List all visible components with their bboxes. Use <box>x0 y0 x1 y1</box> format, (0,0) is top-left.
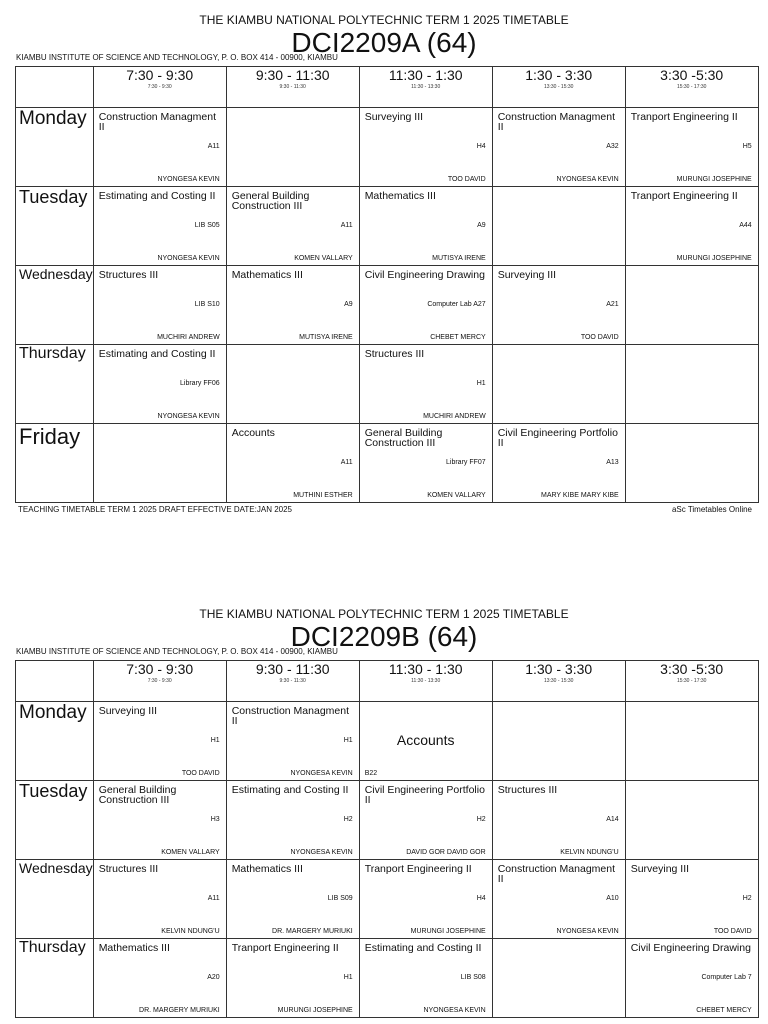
slot-header: 7:30 - 9:30 7:30 - 9:30 <box>93 661 226 702</box>
lesson-cell <box>93 424 226 503</box>
lesson-room: H3 <box>210 816 220 823</box>
lesson-room: LIB S08 <box>460 974 486 981</box>
lesson-subject: Tranport Engineering II <box>630 190 738 202</box>
slot-header: 11:30 - 1:30 11:30 - 13:30 <box>359 661 492 702</box>
lesson-teacher: NYONGESA KEVIN <box>423 1007 486 1014</box>
lesson-room: Computer Lab 7 <box>701 974 752 981</box>
lesson-room: H2 <box>742 895 752 902</box>
lesson-cell <box>625 781 758 860</box>
lesson-cell <box>492 781 625 860</box>
lesson-teacher: TOO DAVID <box>713 928 752 935</box>
lesson-teacher: KOMEN VALLARY <box>427 492 486 499</box>
day-label: Wednesday <box>16 266 94 345</box>
day-label: Tuesday <box>16 187 94 266</box>
class-code: DCI2209B (64) <box>290 621 478 652</box>
lesson-cell <box>359 345 492 424</box>
lesson-cell <box>492 266 625 345</box>
lesson-subject: Civil Engineering Portfolio II <box>497 427 618 449</box>
day-row-tuesday <box>16 781 759 860</box>
lesson-subject: Tranport Engineering II <box>630 111 738 123</box>
lesson-room: H4 <box>476 143 486 150</box>
lesson-subject: Estimating and Costing II <box>364 942 482 954</box>
lesson-teacher: TOO DAVID <box>181 770 220 777</box>
lesson-cell <box>359 939 492 1018</box>
lesson-teacher: MURUNGI JOSEPHINE <box>676 176 752 183</box>
lesson-subject: Construction Managment II <box>497 863 615 885</box>
lesson-teacher: NYONGESA KEVIN <box>157 255 220 262</box>
day-row-tuesday <box>16 187 759 266</box>
lesson-cell <box>226 108 359 187</box>
lesson-cell <box>625 266 758 345</box>
day-row-thursday <box>16 345 759 424</box>
timetable-grid <box>15 66 759 503</box>
lesson-subject: Civil Engineering Drawing <box>364 269 485 281</box>
lesson-cell <box>226 266 359 345</box>
day-label: Tuesday <box>16 781 94 860</box>
institute-address: KIAMBU INSTITUTE OF SCIENCE AND TECHNOLOGY, P. O. BOX 414 - 00900, KIAMBU <box>16 647 338 656</box>
lesson-teacher: MUTISYA IRENE <box>432 255 486 262</box>
lesson-teacher: KOMEN VALLARY <box>161 849 220 856</box>
lesson-subject: Surveying III <box>364 111 424 123</box>
lesson-cell <box>359 108 492 187</box>
footer-credit: aSc Timetables Online <box>671 505 752 514</box>
lesson-cell <box>492 939 625 1018</box>
lesson-cell <box>625 939 758 1018</box>
lesson-cell <box>492 108 625 187</box>
lesson-cell <box>359 266 492 345</box>
lesson-room: A44 <box>739 222 752 229</box>
lesson-room: H1 <box>343 974 353 981</box>
lesson-subject: Mathematics III <box>98 942 170 954</box>
lesson-room: H2 <box>476 816 486 823</box>
lesson-cell <box>93 939 226 1018</box>
lesson-teacher: CHEBET MERCY <box>430 334 486 341</box>
lesson-room: A20 <box>207 974 220 981</box>
lesson-subject: Structures III <box>98 863 159 875</box>
day-row-monday <box>16 108 759 187</box>
lesson-subject: Mathematics III <box>231 269 303 281</box>
lesson-cell <box>226 939 359 1018</box>
lesson-teacher: CHEBET MERCY <box>696 1007 752 1014</box>
lesson-teacher: DR. MARGERY MURIUKI <box>272 928 353 935</box>
lesson-room: H4 <box>476 895 486 902</box>
lesson-cell <box>93 345 226 424</box>
lesson-subject: Structures III <box>497 784 558 796</box>
lesson-cell <box>226 187 359 266</box>
lesson-room: Computer Lab A27 <box>427 301 486 308</box>
lesson-room: H2 <box>343 816 353 823</box>
lesson-subject: Tranport Engineering II <box>364 863 472 875</box>
day-row-wednesday <box>16 860 759 939</box>
lesson-cell <box>625 702 758 781</box>
lesson-room: A11 <box>207 143 220 150</box>
lesson-teacher: MUCHIRI ANDREW <box>157 334 220 341</box>
lesson-room: A9 <box>344 301 353 308</box>
lesson-cell <box>226 860 359 939</box>
lesson-room: A10 <box>606 895 619 902</box>
lesson-teacher: MUTHINI ESTHER <box>293 492 353 499</box>
lesson-room: A32 <box>606 143 619 150</box>
day-label: Thursday <box>16 939 94 1018</box>
lesson-cell <box>625 424 758 503</box>
lesson-subject: Structures III <box>98 269 159 281</box>
lesson-subject: Mathematics III <box>231 863 303 875</box>
lesson-cell <box>359 860 492 939</box>
lesson-teacher: DAVID GOR DAVID GOR <box>406 849 486 856</box>
lesson-teacher: NYONGESA KEVIN <box>157 176 220 183</box>
lesson-cell <box>492 860 625 939</box>
lesson-cell <box>359 424 492 503</box>
lesson-subject: Civil Engineering Drawing <box>630 942 751 954</box>
lesson-cell <box>359 781 492 860</box>
lesson-teacher: NYONGESA KEVIN <box>290 849 353 856</box>
lesson-cell <box>625 345 758 424</box>
lesson-teacher: NYONGESA KEVIN <box>290 770 353 777</box>
lesson-room: A9 <box>477 222 486 229</box>
lesson-room: A11 <box>340 222 353 229</box>
day-label: Thursday <box>16 345 94 424</box>
lesson-room: H1 <box>343 737 353 744</box>
lesson-subject: Construction Managment II <box>497 111 615 133</box>
lesson-teacher: MUCHIRI ANDREW <box>423 413 486 420</box>
lesson-room: H1 <box>210 737 220 744</box>
lesson-room: B22 <box>364 770 378 777</box>
lesson-room: LIB S10 <box>194 301 220 308</box>
lesson-cell <box>492 345 625 424</box>
lesson-cell <box>226 781 359 860</box>
lesson-cell <box>93 187 226 266</box>
lesson-cell <box>359 187 492 266</box>
lesson-teacher: KELVIN NDUNG'U <box>560 849 619 856</box>
lesson-teacher: MARY KIBE MARY KIBE <box>541 492 619 499</box>
lesson-subject: Construction Managment II <box>98 111 216 133</box>
slot-header: 11:30 - 1:30 11:30 - 13:30 <box>359 67 492 108</box>
lesson-teacher: NYONGESA KEVIN <box>157 413 220 420</box>
lesson-cell <box>625 187 758 266</box>
school-title: THE KIAMBU NATIONAL POLYTECHNIC TERM 1 2025 TIMETABLE <box>199 13 569 27</box>
lesson-room: Library FF06 <box>180 380 220 387</box>
day-row-wednesday <box>16 266 759 345</box>
header-row <box>16 67 759 108</box>
footer-draft-note: TEACHING TIMETABLE TERM 1 2025 DRAFT EFFECTIVE DATE:JAN 2025 <box>18 505 292 514</box>
lesson-cell <box>625 108 758 187</box>
lesson-teacher: MURUNGI JOSEPHINE <box>676 255 752 262</box>
lesson-subject: Estimating and Costing II <box>98 348 216 360</box>
lesson-teacher: MURUNGI JOSEPHINE <box>410 928 486 935</box>
lesson-cell <box>226 345 359 424</box>
day-row-monday <box>16 702 759 781</box>
lesson-subject: Surveying III <box>630 863 690 875</box>
lesson-teacher: TOO DAVID <box>580 334 619 341</box>
lesson-subject: Estimating and Costing II <box>98 190 216 202</box>
lesson-room: A21 <box>606 301 619 308</box>
slot-header: 9:30 - 11:30 9:30 - 11:30 <box>226 67 359 108</box>
lesson-subject: Accounts <box>396 732 455 748</box>
lesson-teacher: KOMEN VALLARY <box>294 255 353 262</box>
lesson-cell <box>226 702 359 781</box>
corner-cell <box>16 661 94 702</box>
day-row-friday <box>16 424 759 503</box>
lesson-cell <box>93 266 226 345</box>
lesson-teacher: DR. MARGERY MURIUKI <box>139 1007 220 1014</box>
lesson-teacher: NYONGESA KEVIN <box>556 176 619 183</box>
lesson-cell <box>492 702 625 781</box>
day-label: Monday <box>16 108 94 187</box>
lesson-cell <box>93 860 226 939</box>
lesson-room: A11 <box>207 895 220 902</box>
day-row-thursday <box>16 939 759 1018</box>
lesson-room: LIB S05 <box>194 222 220 229</box>
lesson-subject: Civil Engineering Portfolio II <box>364 784 485 806</box>
lesson-teacher: KELVIN NDUNG'U <box>161 928 220 935</box>
lesson-subject: General Building Construction III <box>98 784 177 806</box>
lesson-subject: Construction Managment II <box>231 705 349 727</box>
lesson-room: H5 <box>742 143 752 150</box>
slot-header: 3:30 -5:30 15:30 - 17:30 <box>625 661 758 702</box>
lesson-subject: Tranport Engineering II <box>231 942 339 954</box>
class-code: DCI2209A (64) <box>291 27 477 58</box>
lesson-room: A13 <box>606 459 619 466</box>
lesson-cell <box>93 702 226 781</box>
lesson-subject: Estimating and Costing II <box>231 784 349 796</box>
lesson-cell <box>93 108 226 187</box>
lesson-room: A11 <box>340 459 353 466</box>
lesson-teacher: MUTISYA IRENE <box>299 334 353 341</box>
lesson-teacher: TOO DAVID <box>447 176 486 183</box>
lesson-room: LIB S09 <box>327 895 353 902</box>
slot-header: 7:30 - 9:30 7:30 - 9:30 <box>93 67 226 108</box>
timetable-grid <box>15 660 759 1018</box>
lesson-subject: Surveying III <box>497 269 557 281</box>
lesson-teacher: MURUNGI JOSEPHINE <box>277 1007 353 1014</box>
lesson-cell <box>492 187 625 266</box>
lesson-subject: Surveying III <box>98 705 158 717</box>
slot-header: 1:30 - 3:30 13:30 - 15:30 <box>492 661 625 702</box>
lesson-cell <box>359 702 492 781</box>
lesson-subject: Mathematics III <box>364 190 436 202</box>
day-label: Friday <box>16 424 94 503</box>
day-label: Wednesday <box>16 860 94 939</box>
lesson-cell <box>492 424 625 503</box>
lesson-subject: General Building Construction III <box>364 427 443 449</box>
slot-header: 3:30 -5:30 15:30 - 17:30 <box>625 67 758 108</box>
lesson-room: A14 <box>606 816 619 823</box>
corner-cell <box>16 67 94 108</box>
slot-header: 1:30 - 3:30 13:30 - 15:30 <box>492 67 625 108</box>
slot-header: 9:30 - 11:30 9:30 - 11:30 <box>226 661 359 702</box>
institute-address: KIAMBU INSTITUTE OF SCIENCE AND TECHNOLOGY, P. O. BOX 414 - 00900, KIAMBU <box>16 53 338 62</box>
lesson-subject: Structures III <box>364 348 425 360</box>
lesson-subject: Accounts <box>231 427 275 439</box>
day-label: Monday <box>16 702 94 781</box>
lesson-teacher: NYONGESA KEVIN <box>556 928 619 935</box>
school-title: THE KIAMBU NATIONAL POLYTECHNIC TERM 1 2025 TIMETABLE <box>199 607 569 621</box>
lesson-cell <box>93 781 226 860</box>
lesson-cell <box>226 424 359 503</box>
lesson-room: Library FF07 <box>446 459 486 466</box>
lesson-room: H1 <box>476 380 486 387</box>
lesson-subject: General Building Construction III <box>231 190 310 212</box>
lesson-cell <box>625 860 758 939</box>
header-row <box>16 661 759 702</box>
